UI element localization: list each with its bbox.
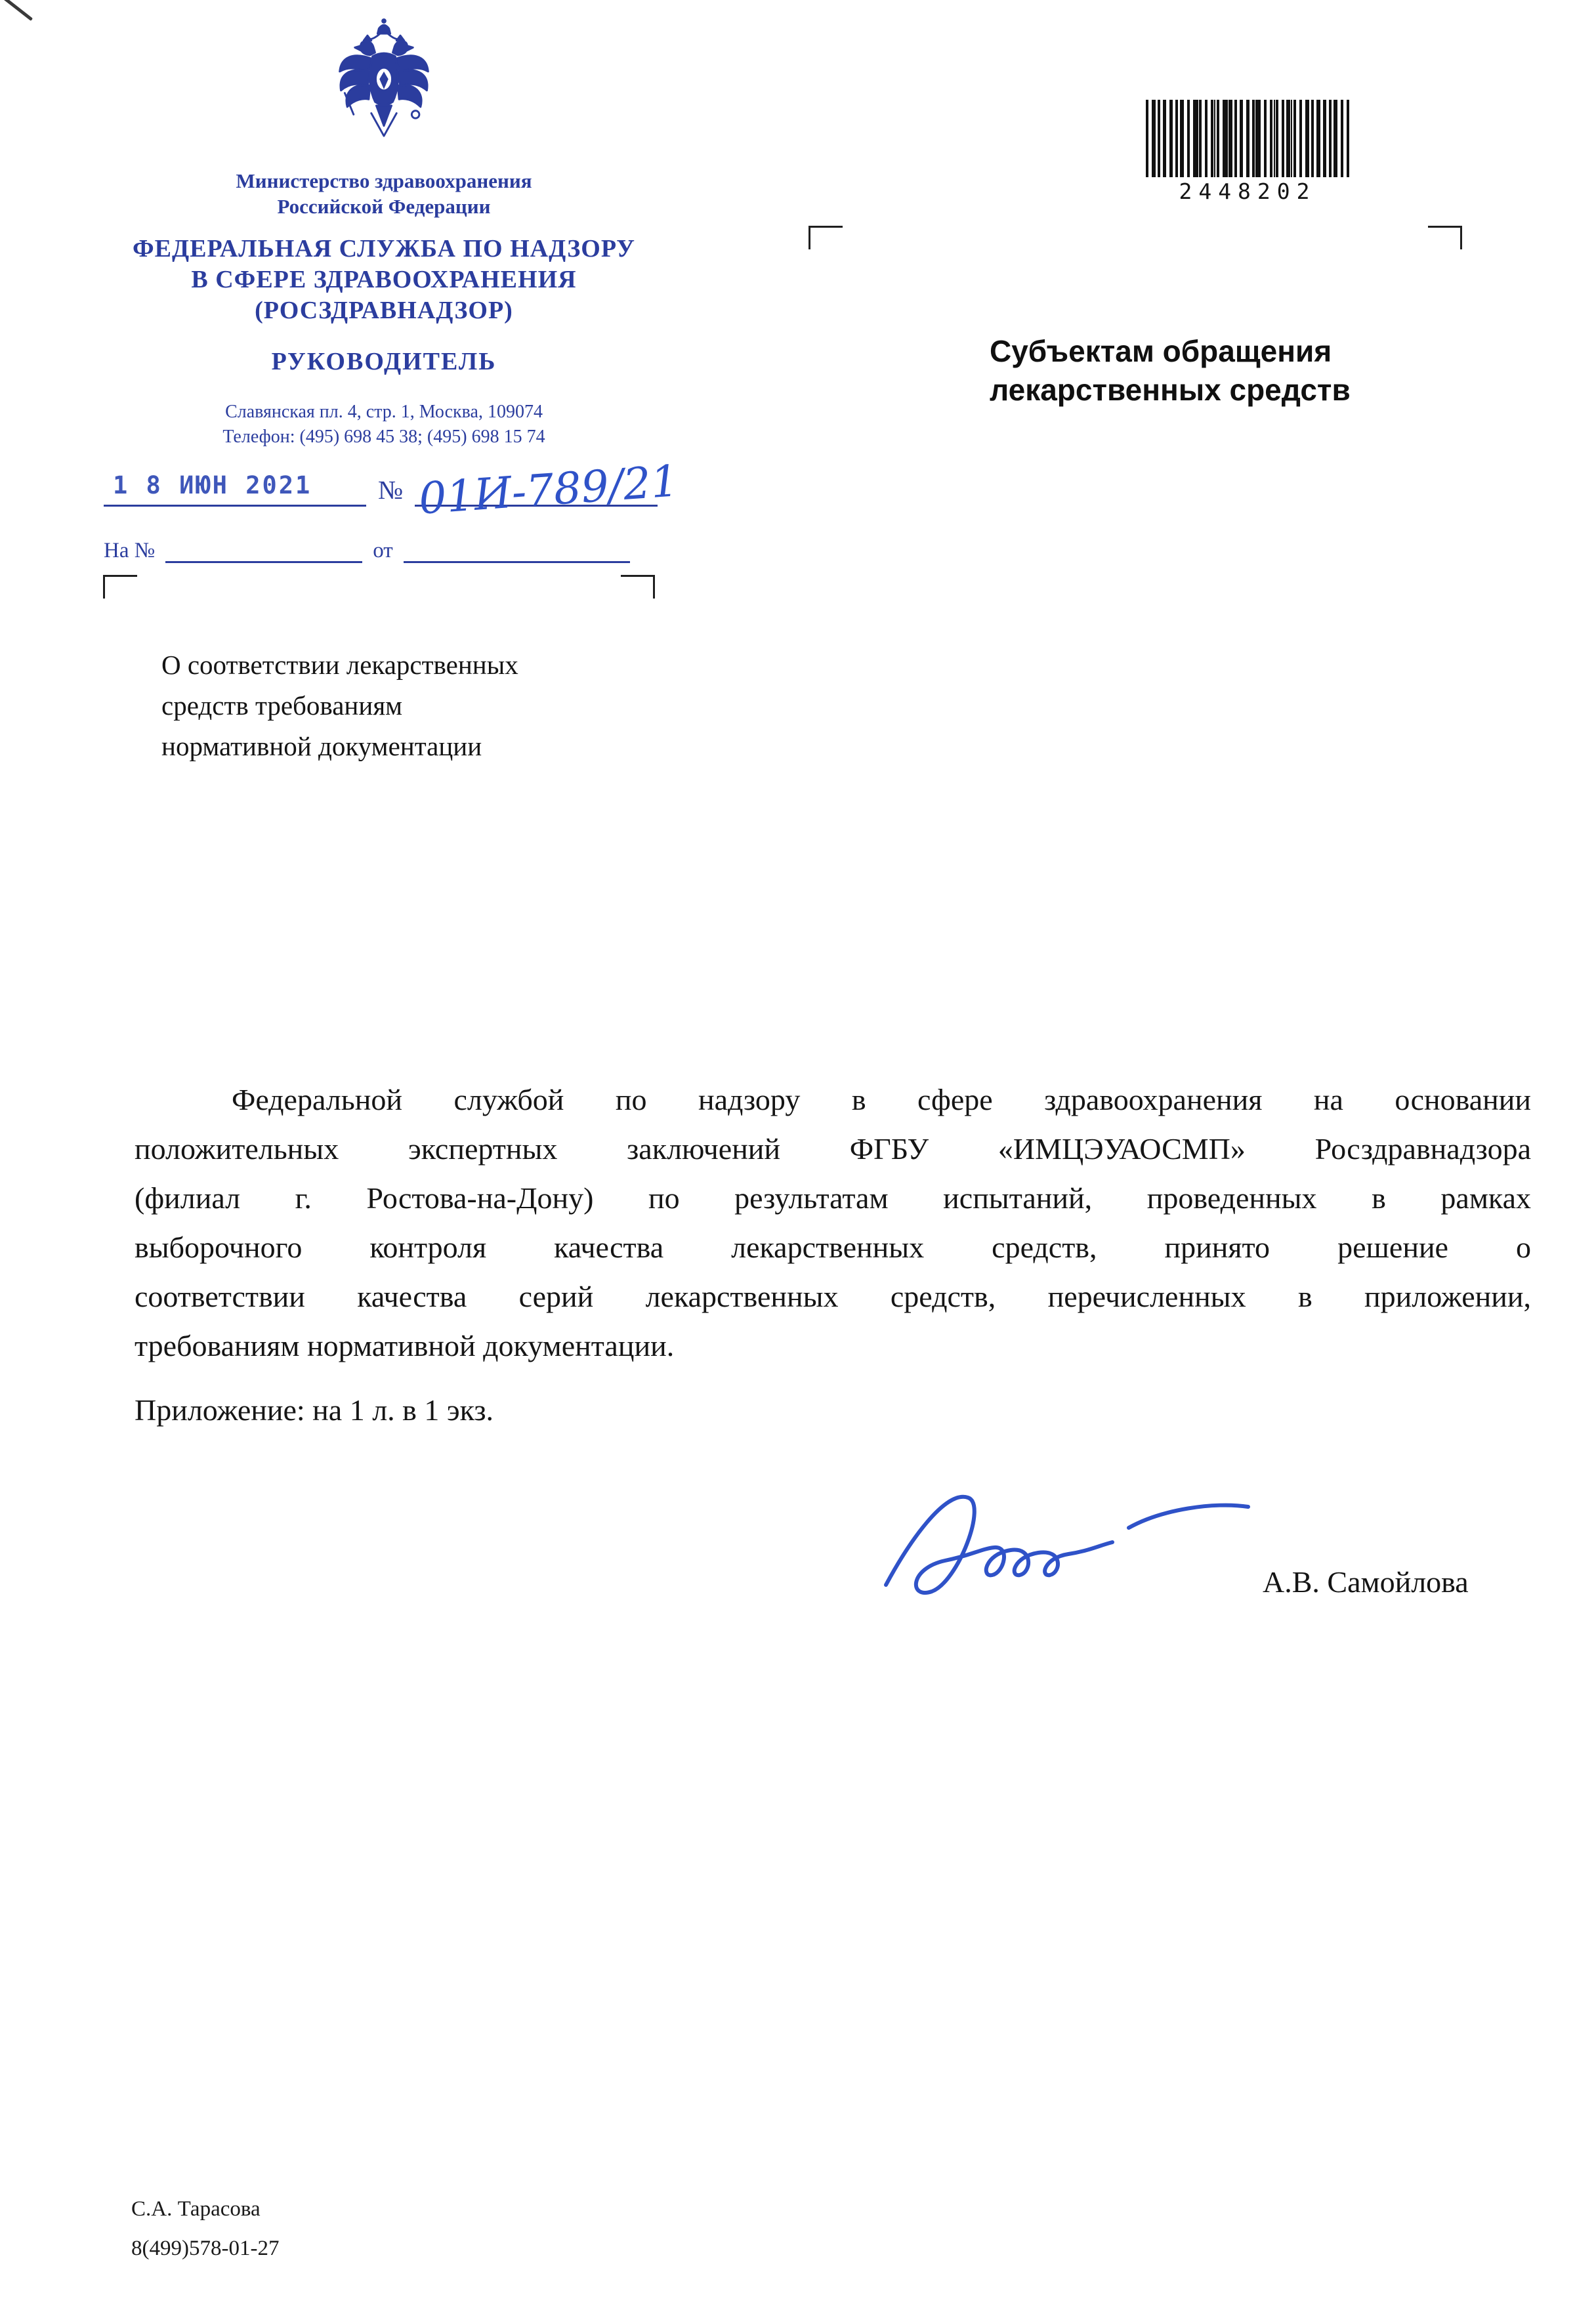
letterhead xyxy=(92,18,676,450)
ministry-line: Российской Федерации xyxy=(277,195,491,218)
outgoing-number-handwritten: 01И-789/21 xyxy=(417,455,681,524)
handwritten-signature xyxy=(847,1444,1267,1621)
service-line: ФЕДЕРАЛЬНАЯ СЛУЖБА ПО НАДЗОРУ xyxy=(133,235,635,263)
ministry-name xyxy=(92,168,676,219)
subject-line: средств требованиям xyxy=(161,690,403,721)
body-line: положительных экспертных заключений ФГБУ «ИМЦЭУАОСМП» Росздравнадзора xyxy=(135,1132,1531,1166)
ministry-line: Министерство здравоохранения xyxy=(236,169,532,192)
signer-name: А.В. Самойлова xyxy=(1263,1565,1469,1599)
coat-of-arms-icon xyxy=(92,18,676,158)
ref-from-label: от xyxy=(373,539,393,562)
corner-mark xyxy=(808,226,843,249)
date-stamp: 1 8 ИЮН 2021 xyxy=(113,471,312,499)
phone-line: Телефон: (495) 698 45 38; (495) 698 15 74 xyxy=(222,427,545,447)
incoming-ref-row xyxy=(104,536,630,563)
service-line: В СФЕРЕ ЗДРАВООХРАНЕНИЯ xyxy=(191,266,577,293)
body-line: выборочного контроля качества лекарственных средств, принято решение о xyxy=(135,1231,1531,1264)
ref-number-underline xyxy=(165,536,362,563)
service-line: (РОСЗДРАВНАДЗОР) xyxy=(255,297,513,324)
executor-phone: 8(499)578-01-27 xyxy=(131,2237,280,2260)
scan-artifact xyxy=(0,0,33,21)
addressee-line: лекарственных средств xyxy=(990,373,1351,407)
number-sign: № xyxy=(378,475,404,505)
corner-mark xyxy=(621,575,655,599)
addressee-block xyxy=(990,332,1351,410)
barcode-number: 2448202 xyxy=(1179,179,1316,204)
service-name xyxy=(92,234,676,326)
subject-line: нормативной документации xyxy=(161,731,482,761)
barcode xyxy=(1146,100,1349,204)
body-line: требованиям нормативной документации. xyxy=(135,1329,675,1362)
outgoing-ref-row xyxy=(104,455,681,524)
attachment-line: Приложение: на 1 л. в 1 экз. xyxy=(135,1393,494,1427)
body-line: Федеральной службой по надзору в сфере здравоохранения на основании xyxy=(232,1083,1531,1116)
corner-mark xyxy=(103,575,137,599)
body-paragraph xyxy=(135,1075,1531,1370)
ref-label: На № xyxy=(104,539,156,562)
address-line: Славянская пл. 4, стр. 1, Москва, 109074 xyxy=(225,402,543,422)
body-line: (филиал г. Ростова-на-Дону) по результатам испытаний, проведенных в рамках xyxy=(135,1181,1531,1215)
addressee-line: Субъектам обращения xyxy=(990,334,1332,368)
date-underline xyxy=(104,459,366,507)
position-title: РУКОВОДИТЕЛЬ xyxy=(271,348,497,375)
body-line: соответствии качества серий лекарственных средств, перечисленных в приложении, xyxy=(135,1280,1531,1313)
executor-block xyxy=(131,2189,279,2268)
barcode-stripes xyxy=(1146,100,1349,177)
ref-date-underline xyxy=(404,536,630,563)
subject-line: О соответствии лекарственных xyxy=(161,650,518,680)
executor-name: С.А. Тарасова xyxy=(131,2197,261,2221)
number-underline xyxy=(415,455,681,524)
corner-mark xyxy=(1428,226,1462,249)
subject-block xyxy=(161,644,518,767)
